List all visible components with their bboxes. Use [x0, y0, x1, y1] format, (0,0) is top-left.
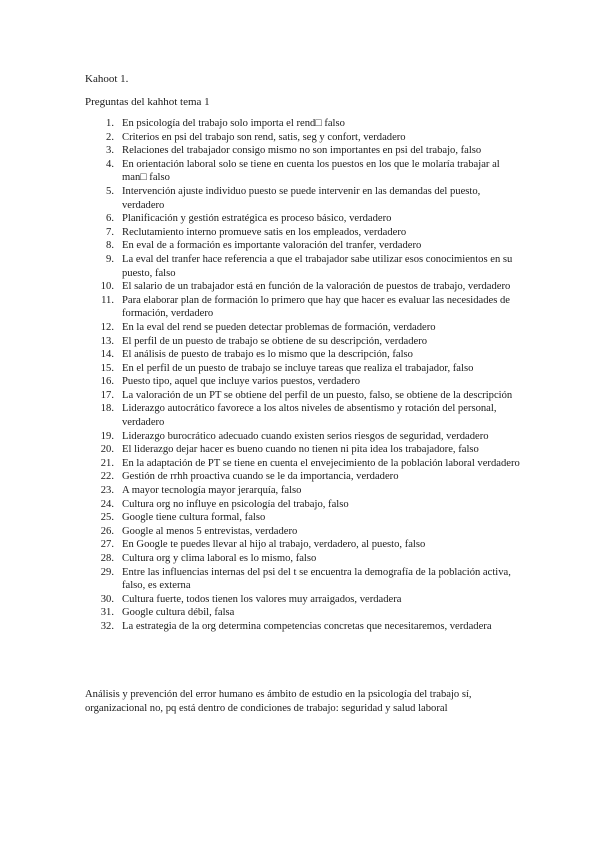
question-item: [85, 362, 525, 376]
question-text: Google tiene cultura formal, falso: [122, 512, 266, 524]
question-item: [85, 253, 525, 280]
question-text: Reclutamiento interno promueve satis en los empleados, verdadero: [122, 226, 407, 238]
question-number: 5.: [106, 185, 114, 197]
question-text: En psicología del trabajo solo importa el rend□ falso: [122, 118, 345, 129]
question-item: [85, 158, 525, 185]
question-number: 30.: [100, 593, 114, 605]
question-number: 22.: [100, 471, 114, 483]
question-text: Para elaborar plan de formación lo primero que hay que hacer es evaluar las necesidades de formación, verdadero: [122, 294, 510, 320]
question-item: [85, 144, 525, 158]
question-text: La estrategia de la org determina competencias concretas que necesitaremos, verdadera: [122, 620, 492, 632]
question-item: [85, 620, 525, 634]
question-number: 21.: [100, 457, 114, 469]
question-text: El salario de un trabajador está en función de la valoración de puestos de trabajo, verdadero: [122, 281, 511, 293]
question-item: [85, 226, 525, 240]
question-number: 32.: [100, 620, 114, 632]
document-title: Kahoot 1.: [85, 73, 129, 85]
question-item: [85, 375, 525, 389]
document-subtitle: Preguntas del kahhot tema 1: [85, 96, 210, 108]
question-number: 24.: [100, 498, 114, 510]
question-number: 9.: [106, 253, 114, 265]
question-text: Liderazgo autocrático favorece a los altos niveles de absentismo y rotación del personal, verdadero: [122, 403, 497, 429]
question-text: La valoración de un PT se obtiene del perfil de un puesto, falso, se obtiene de la descripción: [122, 389, 513, 401]
question-item: [85, 212, 525, 226]
question-item: [85, 511, 525, 525]
question-item: [85, 402, 525, 429]
question-text: El análisis de puesto de trabajo es lo mismo que la descripción, falso: [122, 349, 413, 361]
question-number: 15.: [100, 362, 114, 374]
question-number: 4.: [106, 158, 114, 170]
question-text: Liderazgo burocrático adecuado cuando existen serios riesgos de seguridad, verdadero: [122, 430, 489, 442]
question-item: [85, 566, 525, 593]
question-text: Google al menos 5 entrevistas, verdadero: [122, 525, 298, 537]
question-item: [85, 389, 525, 403]
question-text: Google cultura débil, falsa: [122, 607, 235, 619]
question-number: 8.: [106, 240, 114, 252]
question-number: 14.: [100, 349, 114, 361]
question-item: [85, 348, 525, 362]
question-number: 20.: [100, 444, 114, 456]
question-number: 17.: [100, 389, 114, 401]
questions-list: [85, 117, 525, 634]
question-item: [85, 593, 525, 607]
question-text: En la adaptación de PT se tiene en cuenta el envejecimiento de la población laboral verdadero: [122, 457, 520, 469]
question-item: [85, 335, 525, 349]
question-number: 7.: [106, 226, 114, 238]
question-item: [85, 294, 525, 321]
question-number: 26.: [100, 525, 114, 537]
question-text: Criterios en psi del trabajo son rend, satis, seg y confort, verdadero: [122, 131, 406, 143]
question-item: [85, 498, 525, 512]
question-number: 12.: [100, 321, 114, 333]
question-item: [85, 280, 525, 294]
question-item: [85, 185, 525, 212]
question-text: En Google te puedes llevar al hijo al trabajo, verdadero, al puesto, falso: [122, 539, 426, 551]
question-text: El liderazgo dejar hacer es bueno cuando no tienen ni pita idea los trabajadore, falso: [122, 444, 479, 456]
question-item: [85, 525, 525, 539]
question-number: 13.: [100, 335, 114, 347]
question-item: [85, 430, 525, 444]
question-number: 19.: [100, 430, 114, 442]
question-item: [85, 538, 525, 552]
question-number: 25.: [100, 512, 114, 524]
question-text: Gestión de rrhh proactiva cuando se le da importancia, verdadero: [122, 471, 399, 483]
question-text: Cultura org no influye en psicología del trabajo, falso: [122, 498, 349, 510]
question-text: En el perfil de un puesto de trabajo se incluye tareas que realiza el trabajador, falso: [122, 362, 474, 374]
question-text: Entre las influencias internas del psi del t se encuentra la demografía de la población activa, falso, es externa: [122, 566, 511, 592]
question-number: 1.: [106, 118, 114, 129]
question-number: 27.: [100, 539, 114, 551]
question-text: Intervención ajuste individuo puesto se puede intervenir en las demandas del puesto, verdadero: [122, 185, 481, 211]
question-number: 28.: [100, 553, 114, 564]
question-text: Relaciones del trabajador consigo mismo no son importantes en psi del trabajo, falso: [122, 145, 482, 157]
question-number: 6.: [106, 213, 114, 225]
question-number: 10.: [100, 281, 114, 293]
question-number: 23.: [100, 485, 114, 497]
question-text: Puesto tipo, aquel que incluye varios puestos, verdadero: [122, 376, 361, 388]
question-number: 3.: [106, 145, 114, 157]
question-number: 16.: [100, 376, 114, 388]
question-item: [85, 470, 525, 484]
question-item: [85, 552, 525, 566]
question-item: [85, 117, 525, 131]
question-item: [85, 239, 525, 253]
question-text: El perfil de un puesto de trabajo se obtiene de su descripción, verdadero: [122, 335, 428, 347]
question-number: 31.: [100, 607, 114, 619]
question-item: [85, 484, 525, 498]
question-item: [85, 131, 525, 145]
question-number: 11.: [101, 294, 114, 306]
question-item: [85, 457, 525, 471]
question-text: En orientación laboral solo se tiene en cuenta los puestos en los que le molaría trabajar al man□ falso: [122, 158, 500, 184]
question-text: Planificación y gestión estratégica es proceso básico, verdadero: [122, 213, 392, 225]
question-text: A mayor tecnología mayor jerarquía, falso: [122, 485, 302, 497]
question-item: [85, 443, 525, 457]
question-text: La eval del tranfer hace referencia a que el trabajador sabe utilizar esos conocimientos en su puesto, falso: [122, 253, 513, 279]
question-item: [85, 606, 525, 620]
question-text: Cultura org y clima laboral es lo mismo, falso: [122, 553, 317, 564]
question-number: 29.: [100, 566, 114, 578]
question-item: [85, 321, 525, 335]
closing-paragraph: Análisis y prevención del error humano es ámbito de estudio en la psicología del trabajo sí, organizacional no, pq está dentro de condiciones de trabajo: seguridad y salud laboral: [85, 689, 472, 714]
question-text: Cultura fuerte, todos tienen los valores muy arraigados, verdadera: [122, 593, 402, 605]
question-number: 18.: [100, 403, 114, 415]
question-number: 2.: [106, 131, 114, 143]
question-text: En eval de a formación es importante valoración del tranfer, verdadero: [122, 240, 422, 252]
question-text: En la eval del rend se pueden detectar problemas de formación, verdadero: [122, 321, 436, 333]
